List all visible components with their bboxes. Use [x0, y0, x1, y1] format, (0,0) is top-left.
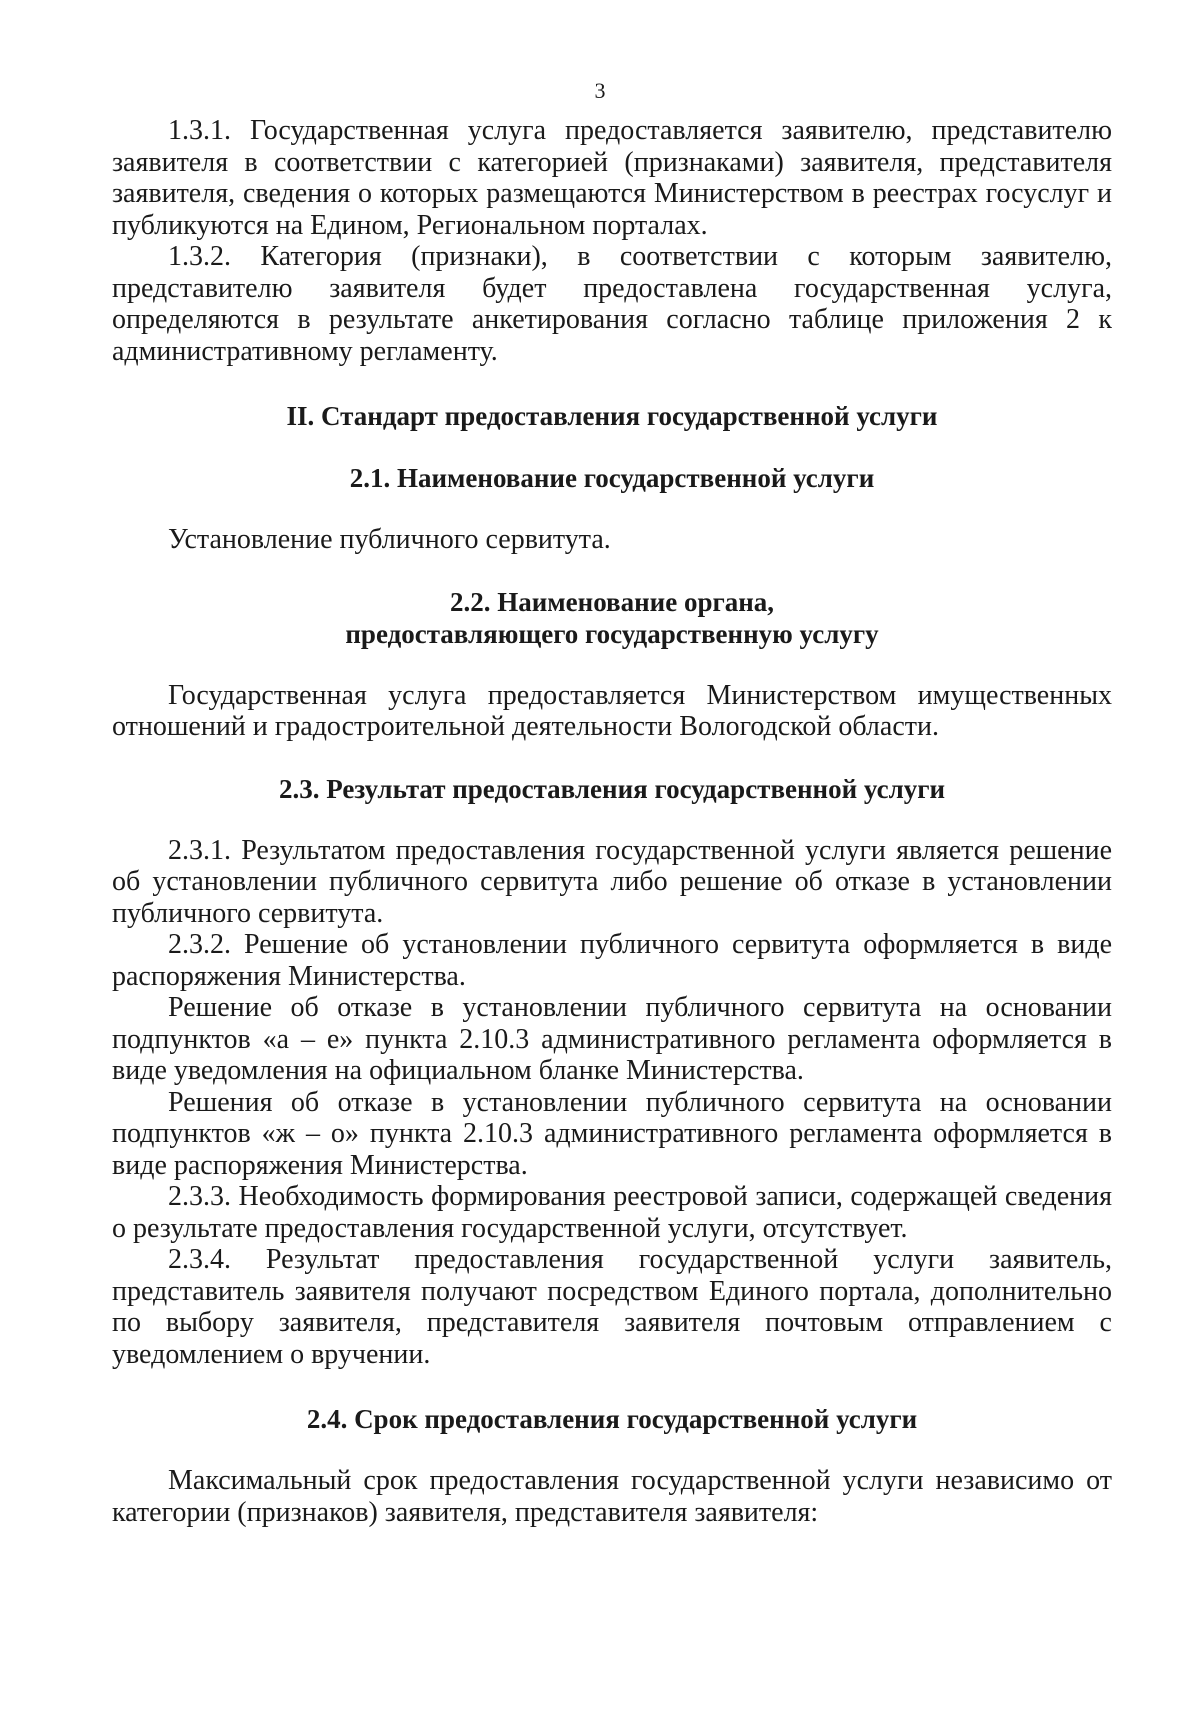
section-2-1-heading: 2.1. Наименование государственной услуги — [349, 463, 875, 493]
document-body — [112, 115, 1112, 1528]
section-2-4-text: Максимальный срок предоставления государственной услуги независимо от категории (признаков) заявителя, представителя заявителя: — [112, 1465, 1112, 1528]
paragraph-2-3-2: 2.3.2. Решение об установлении публичного сервитута оформляется в виде распоряжения Министерства. — [112, 929, 1112, 992]
paragraph-2-3-3: 2.3.3. Необходимость формирования реестровой записи, содержащей сведения о результате предоставления государственной услуги, отсутствует. — [112, 1181, 1112, 1244]
paragraph-2-3-1: 2.3.1. Результатом предоставления государственной услуги является решение об установлении публичного сервитута либо решение об отказе в установлении публичного сервитута. — [112, 834, 1112, 929]
paragraph-2-3-2-refusal-zh-o: Решения об отказе в установлении публичного сервитута на основании подпунктов «ж – о» пункта 2.10.3 административного регламента оформляется в виде распоряжения Министерства. — [112, 1086, 1112, 1181]
paragraph-1-3-2: 1.3.2. Категория (признаки), в соответствии с которым заявителю, представителю заявителя будет предоставлена государственная услуга, определяются в результате анкетирования согласно таблице приложения 2 к административному регламенту. — [112, 241, 1112, 367]
section-2-heading: II. Стандарт предоставления государственной услуги — [286, 401, 938, 431]
section-2-4-heading: 2.4. Срок предоставления государственной услуги — [306, 1404, 918, 1434]
paragraph-2-3-2-refusal-a-e: Решение об отказе в установлении публичного сервитута на основании подпунктов «а – е» пункта 2.10.3 административного регламента оформляется в виде уведомления на официальном бланке Министерства. — [112, 992, 1112, 1086]
section-2-2-text: Государственная услуга предоставляется Министерством имущественных отношений и градостроительной деятельности Вологодской области. — [112, 679, 1112, 742]
section-2-2-heading-line1: 2.2. Наименование органа, — [449, 586, 775, 617]
section-2-3-heading: 2.3. Результат предоставления государственной услуги — [278, 773, 946, 804]
page-number: 3 — [594, 78, 606, 103]
paragraph-1-3-1: 1.3.1. Государственная услуга предоставляется заявителю, представителю заявителя в соответствии с категорией (признаками) заявителя, представителя заявителя, сведения о которых размещаются Министерством в реестрах госуслуг и публикуются на Едином, Региональном порталах. — [112, 115, 1112, 241]
paragraph-2-3-4: 2.3.4. Результат предоставления государственной услуги заявитель, представитель заявителя получают посредством Единого портала, дополнительно по выбору заявителя, представителя заявителя почтовым отправлением с уведомлением о вручении. — [112, 1244, 1112, 1370]
section-2-2-heading-line2: предоставляющего государственную услугу — [345, 618, 879, 649]
section-2-1-text: Установление публичного сервитута. — [168, 524, 611, 555]
